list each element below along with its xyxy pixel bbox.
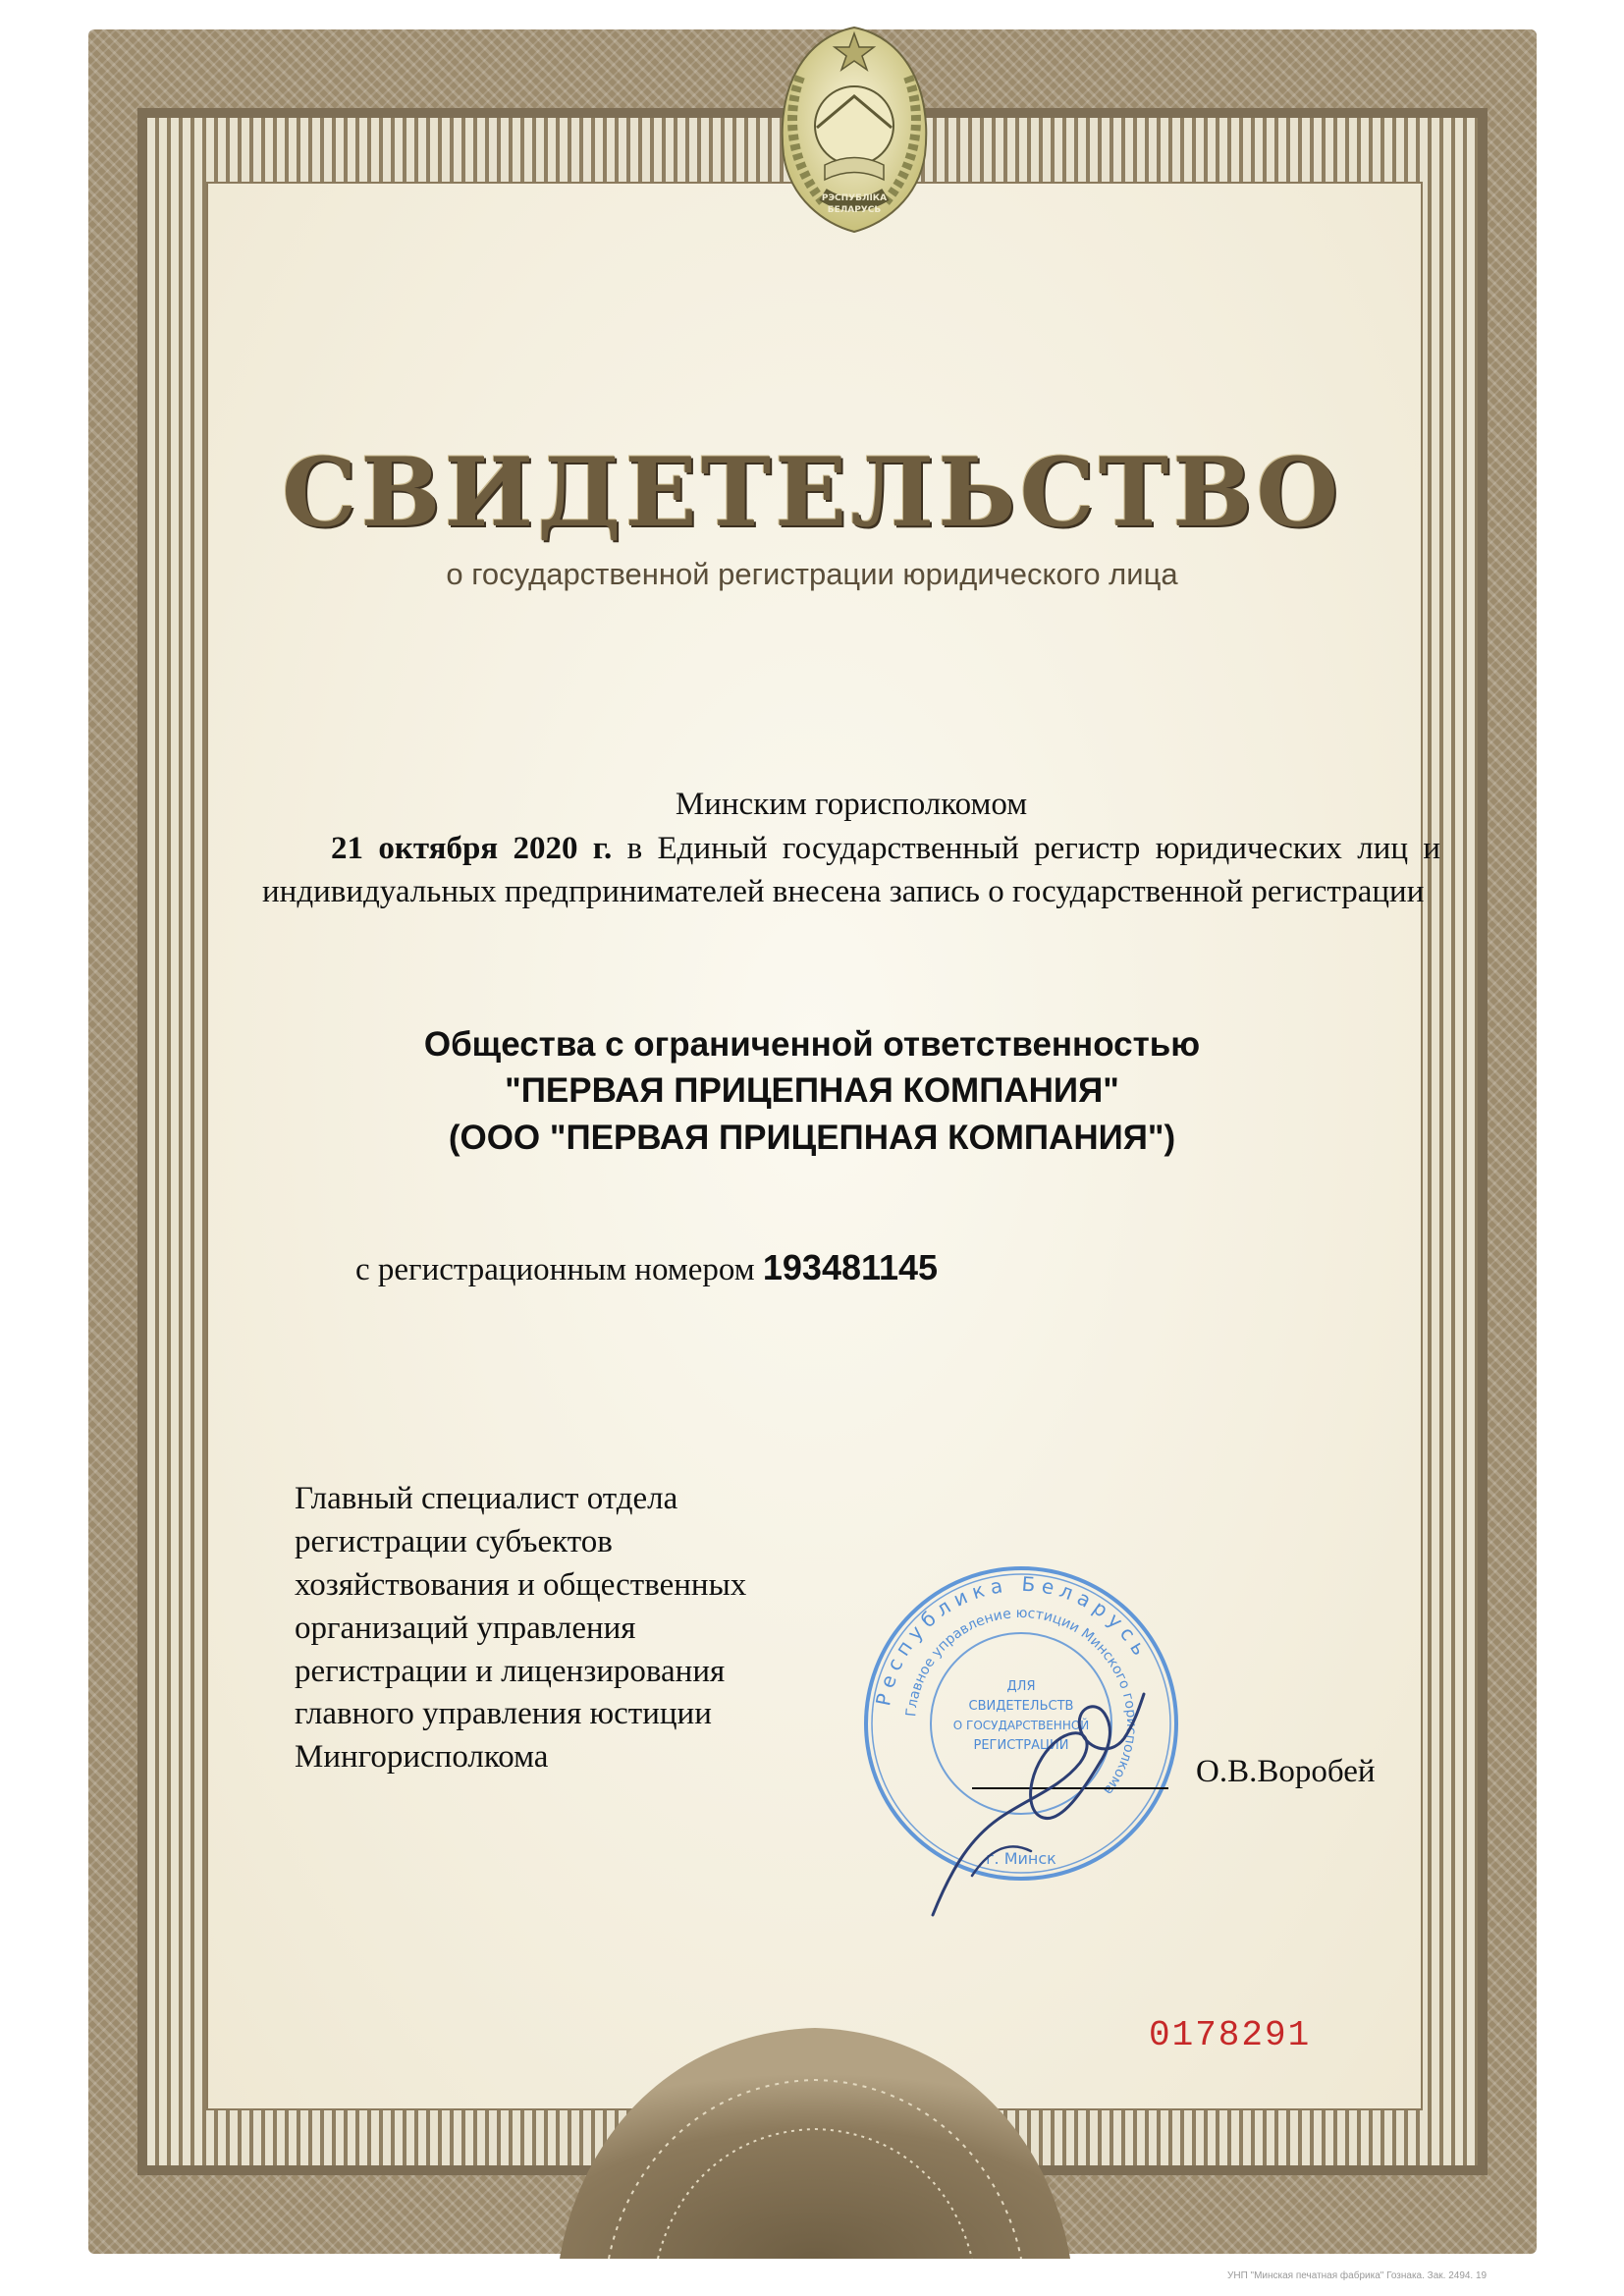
signer-position: [295, 1478, 844, 1779]
signer-position-line: главного управления юстиции: [295, 1696, 712, 1732]
entity-name-block: [0, 1021, 1624, 1161]
reg-number: 193481145: [762, 1247, 939, 1287]
signer-position-line: регистрации субъектов: [295, 1523, 613, 1559]
stamp-center-line: РЕГИСТРАЦИИ: [973, 1738, 1069, 1753]
signer-position-line: Мингорисполкома: [295, 1739, 549, 1776]
signer-position-line: хозяйствования и общественных: [295, 1566, 747, 1603]
stamp-center-line: ДЛЯ: [1006, 1679, 1036, 1694]
signer-position-line: Главный специалист отдела: [295, 1481, 678, 1516]
stamp-center-line: СВИДЕТЕЛЬСТВ: [968, 1699, 1074, 1714]
certificate-title: СВИДЕТЕЛЬСТВО: [281, 437, 1343, 548]
entity-short-name: (ООО "ПЕРВАЯ ПРИЦЕПНАЯ КОМПАНИЯ"): [448, 1118, 1176, 1157]
entity-form: Общества с ограниченной ответственностью: [423, 1025, 1201, 1064]
svg-text:РЭСПУБЛІКА: РЭСПУБЛІКА: [821, 193, 888, 203]
record-date: 21 октября 2020 г.: [331, 830, 613, 866]
printer-imprint: УНП "Минская печатная фабрика" Гознака. Зак. 2494. 19: [1227, 2270, 1488, 2281]
serial-number: 0178291: [1149, 2015, 1312, 2055]
guilloche-rosette-icon: [550, 1944, 1080, 2259]
record-paragraph: [262, 827, 1440, 914]
state-emblem-icon: [746, 18, 962, 239]
handwritten-signature-icon: [913, 1669, 1159, 1925]
entity-name: "ПЕРВАЯ ПРИЦЕПНАЯ КОМПАНИЯ": [505, 1071, 1119, 1111]
stamp-center-line: О ГОСУДАРСТВЕННОЙ: [952, 1719, 1090, 1732]
svg-text:БЕЛАРУСЬ: БЕЛАРУСЬ: [827, 205, 882, 215]
reg-number-label: с регистрационным номером: [355, 1252, 763, 1287]
registration-number-line: [355, 1247, 938, 1288]
signer-position-line: регистрации и лицензирования: [295, 1653, 726, 1689]
signer-name: О.В.Воробей: [1196, 1754, 1376, 1789]
registrar-line: Минским горисполкомом: [675, 787, 1028, 822]
registration-statement: [262, 783, 1440, 914]
stamp-inner-ring: Главное управление юстиции Минского горисполкома: [903, 1605, 1140, 1798]
stamp-outer-ring: Республика Беларусь: [871, 1571, 1155, 1708]
record-text: в Единый государственный регистр юридических лиц и индивидуальных предпринимателей внесена запись о государственной регистрации: [262, 830, 1440, 910]
certificate-subtitle: о государственной регистрации юридического лица: [446, 557, 1178, 591]
stamp-city: г. Минск: [986, 1849, 1056, 1868]
signer-position-line: организаций управления: [295, 1610, 636, 1646]
